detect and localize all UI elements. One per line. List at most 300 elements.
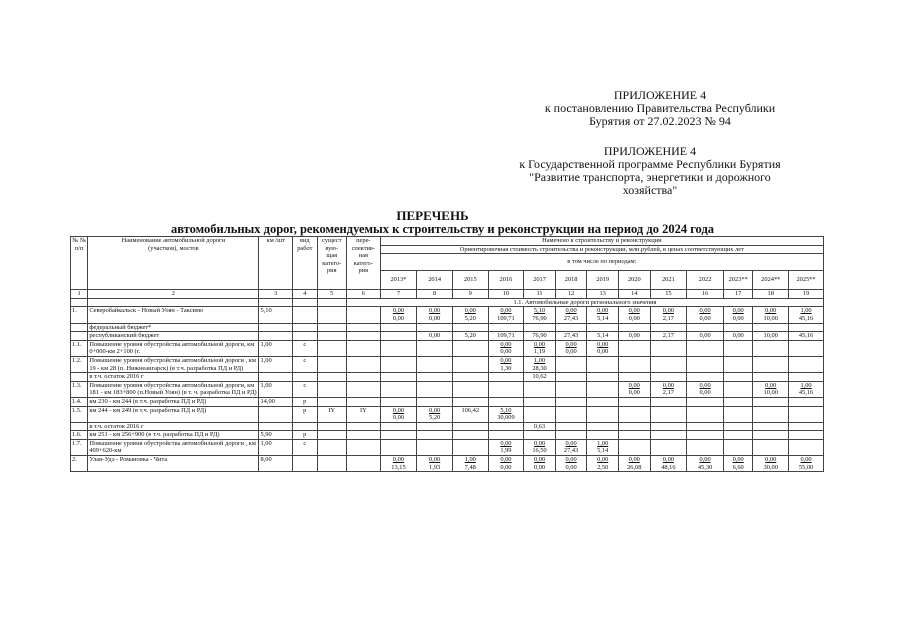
year-value xyxy=(723,439,753,455)
value-top: 1,00 xyxy=(597,439,609,447)
year-value xyxy=(488,406,524,422)
year-value xyxy=(555,323,587,332)
work-type xyxy=(293,332,317,341)
col-header-existing-category: сущест вую- щая катего- рия xyxy=(317,237,347,290)
value-top: 0,00 xyxy=(533,456,546,464)
column-index: 12 xyxy=(555,290,587,299)
value-top: 0,00 xyxy=(565,439,577,447)
year-value xyxy=(380,323,417,332)
table-row xyxy=(71,439,824,455)
value-bottom: 0,00 xyxy=(732,314,744,322)
col-header-cost: Ориентировочная стоимость строительства и реконструкции, млн.рублей, в ценах соответствующих лет xyxy=(380,245,823,254)
prospective-category xyxy=(347,323,381,332)
year-value xyxy=(618,397,650,406)
year-value xyxy=(555,340,587,356)
year-value xyxy=(753,307,789,323)
year-value xyxy=(587,340,619,356)
year-value xyxy=(380,381,417,397)
year-value xyxy=(380,439,417,455)
value-top: 0,00 xyxy=(699,381,711,389)
year-value xyxy=(587,406,619,422)
existing-category xyxy=(317,332,347,341)
road-name: км 251 - км 256+900 (в т.ч. разработка ПД и РД) xyxy=(88,431,259,440)
value-bottom: 13,15 xyxy=(391,463,406,471)
work-type xyxy=(293,373,317,382)
road-name: км 230 - км 244 (в т.ч. разработка ПД и РД) xyxy=(88,397,259,406)
year-value xyxy=(452,373,488,382)
value-bottom: 7,48 xyxy=(464,463,476,471)
value-top: 0,00 xyxy=(597,340,609,348)
year-value xyxy=(555,397,587,406)
table-row xyxy=(71,356,824,372)
year-value xyxy=(618,456,650,472)
roads-table xyxy=(70,236,824,472)
work-type xyxy=(293,456,317,472)
year-value xyxy=(753,406,789,422)
col-header-prospective-category: пере- спектив- ная катего- рия xyxy=(347,237,381,290)
year-value xyxy=(380,397,417,406)
year-value xyxy=(650,307,687,323)
work-type: р xyxy=(293,397,317,406)
road-name: в т.ч. остаток 2016 г xyxy=(88,373,259,382)
table-row xyxy=(71,323,824,332)
value-top: 0,00 xyxy=(597,456,609,464)
year-value xyxy=(524,340,556,356)
year-value: 10,00 xyxy=(753,332,789,341)
year-value xyxy=(488,373,524,382)
value-top: 0,00 xyxy=(732,456,744,464)
prospective-category xyxy=(347,439,381,455)
year-value xyxy=(753,323,789,332)
existing-category xyxy=(317,373,347,382)
year-value xyxy=(524,381,556,397)
program-line3: "Развитие транспорта, энергетики и дорожного xyxy=(529,170,771,184)
value-bottom: 0,00 xyxy=(500,348,512,356)
table-row xyxy=(71,373,824,382)
value-bottom: 28,30 xyxy=(532,364,547,372)
km-value xyxy=(259,422,293,431)
value-top: 0,00 xyxy=(765,307,777,315)
row-number: 1.7. xyxy=(71,439,88,455)
year-value xyxy=(417,381,453,397)
table-row xyxy=(71,307,824,323)
program-line1: ПРИЛОЖЕНИЕ 4 xyxy=(603,144,697,158)
row-number: 1.2. xyxy=(71,356,88,372)
year-value xyxy=(687,397,724,406)
column-index: 2 xyxy=(88,290,259,299)
row-number xyxy=(71,332,88,341)
year-value xyxy=(587,397,619,406)
year-value xyxy=(687,340,724,356)
road-name: Повышение уровня обустройства автомобильной дороги , км 19 - км 28 (п. Нижнеангарск) (в т.ч. разработка ПД и РД) xyxy=(88,356,259,372)
year-value xyxy=(587,356,619,372)
road-name: федеральный бюджет* xyxy=(88,323,259,332)
table-cell xyxy=(88,298,259,307)
km-value: 14,00 xyxy=(259,397,293,406)
year-value xyxy=(687,373,724,382)
year-value xyxy=(650,439,687,455)
value-bottom: 0,00 xyxy=(565,463,577,471)
year-value xyxy=(618,323,650,332)
table-row xyxy=(71,431,824,440)
value-top: 0,00 xyxy=(500,356,512,364)
column-index: 10 xyxy=(488,290,524,299)
km-value xyxy=(259,323,293,332)
year-value xyxy=(555,307,587,323)
year-value xyxy=(417,340,453,356)
year-value xyxy=(452,397,488,406)
year-value xyxy=(789,422,824,431)
value-top: 0,00 xyxy=(765,456,777,464)
year-value xyxy=(789,406,824,422)
column-index: 16 xyxy=(687,290,724,299)
year-value xyxy=(789,431,824,440)
year-value xyxy=(687,381,724,397)
value-bottom: 27,43 xyxy=(563,447,579,455)
row-number: 1.4. xyxy=(71,397,88,406)
existing-category xyxy=(317,323,347,332)
year-value xyxy=(524,431,556,440)
year-value xyxy=(452,422,488,431)
km-value: 8,00 xyxy=(259,456,293,472)
year-value xyxy=(587,307,619,323)
year-header: 2016 xyxy=(488,271,524,290)
value-top: 0,00 xyxy=(628,307,640,315)
year-value xyxy=(723,422,753,431)
year-value xyxy=(687,439,724,455)
value-bottom: 45,16 xyxy=(798,314,814,322)
value-bottom: 106,42 xyxy=(461,406,480,414)
value-bottom: 0,00 xyxy=(628,389,640,397)
km-value: 1,00 xyxy=(259,340,293,356)
row-number: 1.3. xyxy=(71,381,88,397)
km-value xyxy=(259,373,293,382)
km-value xyxy=(259,332,293,341)
column-index: 4 xyxy=(293,290,317,299)
year-value xyxy=(452,456,488,472)
year-value xyxy=(723,406,753,422)
value-bottom: 0,00 xyxy=(533,463,546,471)
row-number xyxy=(71,422,88,431)
year-value xyxy=(587,422,619,431)
road-name: Улан-Удэ - Романовка - Чита xyxy=(88,456,259,472)
value-bottom: 5,20 xyxy=(464,314,476,322)
col-header-num: № № п/п xyxy=(71,237,88,290)
value-top: 0,00 xyxy=(699,307,711,315)
prospective-category xyxy=(347,431,381,440)
year-value xyxy=(488,397,524,406)
value-top: 0,00 xyxy=(597,307,609,315)
existing-category xyxy=(317,340,347,356)
year-header: 2014 xyxy=(417,271,453,290)
year-value xyxy=(417,422,453,431)
year-value xyxy=(753,381,789,397)
column-index: 15 xyxy=(650,290,687,299)
year-value xyxy=(723,431,753,440)
year-value xyxy=(524,406,556,422)
value-top: 0,00 xyxy=(662,307,674,315)
year-value xyxy=(452,307,488,323)
column-index: 9 xyxy=(452,290,488,299)
existing-category xyxy=(317,397,347,406)
year-value xyxy=(417,356,453,372)
work-type: р xyxy=(293,431,317,440)
prospective-category xyxy=(347,381,381,397)
value-bottom: 16,50 xyxy=(532,447,547,455)
year-header: 2022 xyxy=(687,271,724,290)
year-value xyxy=(555,373,587,382)
year-value xyxy=(524,323,556,332)
year-value xyxy=(488,381,524,397)
value-top: 0,00 xyxy=(429,456,441,464)
value-top: 1,00 xyxy=(800,381,812,389)
year-value xyxy=(753,340,789,356)
year-value xyxy=(488,431,524,440)
value-top: 0,00 xyxy=(500,307,512,315)
year-value xyxy=(380,373,417,382)
year-value xyxy=(753,373,789,382)
year-value: 0,00 xyxy=(618,332,650,341)
year-value xyxy=(650,456,687,472)
year-value xyxy=(687,456,724,472)
column-index: 3 xyxy=(259,290,293,299)
year-value xyxy=(723,340,753,356)
value-bottom: 0,00 xyxy=(628,314,640,322)
road-name: в т.ч. остаток 2016 г xyxy=(88,422,259,431)
year-value xyxy=(380,307,417,323)
value-top: 0,00 xyxy=(500,340,512,348)
appendix-header xyxy=(490,89,830,128)
value-bottom: 5,20 xyxy=(429,414,441,422)
section-row xyxy=(71,298,824,307)
value-bottom: 76,90 xyxy=(532,314,547,322)
value-top: 0,00 xyxy=(429,406,441,414)
col-header-km: км /шт xyxy=(259,237,293,290)
year-value xyxy=(555,381,587,397)
value-top: 0,00 xyxy=(628,381,640,389)
prospective-category: IY xyxy=(347,406,381,422)
col-header-name: Наименование автомобильной дороги (участков), мостов xyxy=(88,237,259,290)
year-value xyxy=(687,323,724,332)
road-name: км 244 - км 249 (в т.ч. разработка ПД и РД) xyxy=(88,406,259,422)
value-top: 0,00 xyxy=(765,381,777,389)
year-value xyxy=(618,431,650,440)
year-value xyxy=(488,323,524,332)
appendix-line1: ПРИЛОЖЕНИЕ 4 xyxy=(613,88,707,102)
table-row xyxy=(71,406,824,422)
column-index: 17 xyxy=(723,290,753,299)
value-bottom: 0,00 xyxy=(699,389,711,397)
value-bottom: 1,99 xyxy=(500,447,512,455)
year-header: 2018 xyxy=(555,271,587,290)
year-value xyxy=(452,439,488,455)
value-bottom: 2,50 xyxy=(597,463,609,471)
value-top: 5,10 xyxy=(533,307,546,315)
value-top: 0,00 xyxy=(392,406,405,414)
work-type: с xyxy=(293,439,317,455)
year-value xyxy=(417,323,453,332)
existing-category xyxy=(317,356,347,372)
value-bottom: 45,30 xyxy=(697,463,713,471)
year-value xyxy=(380,431,417,440)
table-cell xyxy=(293,298,317,307)
column-index: 19 xyxy=(789,290,824,299)
value-top: 1,00 xyxy=(800,307,812,315)
year-value xyxy=(753,356,789,372)
year-value: 109,71 xyxy=(488,332,524,341)
road-name: Северобайкальск - Новый Уоян - Таксимо xyxy=(88,307,259,323)
year-value: 45,16 xyxy=(789,332,824,341)
prospective-category xyxy=(347,397,381,406)
work-type: с xyxy=(293,381,317,397)
work-type: с xyxy=(293,356,317,372)
year-value xyxy=(417,397,453,406)
year-value xyxy=(417,373,453,382)
prospective-category xyxy=(347,332,381,341)
year-value xyxy=(650,431,687,440)
appendix-line3: Бурятия от 27.02.2023 № 94 xyxy=(589,114,731,128)
value-bottom: 0,00 xyxy=(392,414,405,422)
year-value xyxy=(650,406,687,422)
year-value: 0,00 xyxy=(723,332,753,341)
existing-category: IY xyxy=(317,406,347,422)
year-value xyxy=(417,406,453,422)
value-top: 0,00 xyxy=(565,340,577,348)
value-bottom: 30,009 xyxy=(497,414,515,422)
row-number: 1.1. xyxy=(71,340,88,356)
work-type: с xyxy=(293,340,317,356)
year-value xyxy=(723,323,753,332)
year-value xyxy=(618,356,650,372)
year-value xyxy=(587,323,619,332)
year-header: 2021 xyxy=(650,271,687,290)
table-row xyxy=(71,397,824,406)
year-value xyxy=(753,456,789,472)
column-index: 18 xyxy=(753,290,789,299)
year-value xyxy=(789,373,824,382)
value-top: 0,00 xyxy=(500,439,512,447)
year-value xyxy=(789,307,824,323)
year-value: 0,00 xyxy=(417,332,453,341)
year-value xyxy=(555,422,587,431)
value-bottom: 30,00 xyxy=(763,463,778,471)
year-value xyxy=(789,456,824,472)
value-bottom: 27,43 xyxy=(563,314,579,322)
year-value: 10,62 xyxy=(524,373,556,382)
value-bottom: 0,00 xyxy=(429,314,441,322)
year-value xyxy=(650,340,687,356)
existing-category xyxy=(317,456,347,472)
year-value xyxy=(555,431,587,440)
value-bottom: 109,71 xyxy=(497,314,515,322)
year-header: 2017 xyxy=(524,271,556,290)
existing-category xyxy=(317,431,347,440)
year-value xyxy=(753,439,789,455)
year-value xyxy=(618,340,650,356)
year-value xyxy=(380,356,417,372)
prospective-category xyxy=(347,373,381,382)
year-value xyxy=(380,456,417,472)
year-value xyxy=(789,381,824,397)
year-value xyxy=(650,422,687,431)
year-value xyxy=(452,323,488,332)
year-value xyxy=(380,406,417,422)
existing-category xyxy=(317,422,347,431)
year-value xyxy=(789,397,824,406)
work-type xyxy=(293,422,317,431)
year-value xyxy=(723,307,753,323)
year-value xyxy=(555,439,587,455)
value-top: 0,00 xyxy=(662,456,674,464)
prospective-category xyxy=(347,422,381,431)
column-index: 11 xyxy=(524,290,556,299)
year-value xyxy=(650,381,687,397)
prospective-category xyxy=(347,307,381,323)
year-value xyxy=(618,373,650,382)
year-value xyxy=(723,373,753,382)
column-index: 5 xyxy=(317,290,347,299)
year-value xyxy=(452,406,488,422)
value-top: 1,00 xyxy=(533,356,546,364)
value-bottom: 5,14 xyxy=(597,314,609,322)
km-value xyxy=(259,406,293,422)
value-top: 0,00 xyxy=(699,456,711,464)
year-value xyxy=(380,332,417,341)
existing-category xyxy=(317,381,347,397)
year-value xyxy=(524,456,556,472)
value-bottom: 2,17 xyxy=(662,314,674,322)
title-line2: автомобильных дорог, рекомендуемых к строительству и реконструкции на период до 2024 года xyxy=(170,222,715,236)
year-value xyxy=(488,422,524,431)
prospective-category xyxy=(347,356,381,372)
table-row xyxy=(71,332,824,341)
row-number: 1. xyxy=(71,307,88,323)
value-bottom: 26,08 xyxy=(627,463,642,471)
column-index: 1 xyxy=(71,290,88,299)
row-number: 1.6. xyxy=(71,431,88,440)
value-top: 0,00 xyxy=(533,340,546,348)
value-top: 0,00 xyxy=(533,439,546,447)
work-type: р xyxy=(293,406,317,422)
value-bottom: 10,00 xyxy=(763,314,778,322)
year-value xyxy=(618,439,650,455)
year-value xyxy=(618,307,650,323)
year-value xyxy=(417,456,453,472)
table-header-row xyxy=(71,237,824,246)
year-value xyxy=(650,323,687,332)
km-value: 5,90 xyxy=(259,431,293,440)
value-bottom: 2,17 xyxy=(662,389,674,397)
year-value xyxy=(555,456,587,472)
column-index: 7 xyxy=(380,290,417,299)
document-title xyxy=(0,209,905,236)
value-top: 0,00 xyxy=(500,456,512,464)
value-bottom: 10,00 xyxy=(763,389,778,397)
year-value xyxy=(417,439,453,455)
year-value xyxy=(417,431,453,440)
year-value xyxy=(753,397,789,406)
year-value xyxy=(417,307,453,323)
year-value: 0,63 xyxy=(524,422,556,431)
year-value xyxy=(488,340,524,356)
year-value: 27,43 xyxy=(555,332,587,341)
row-number: 2. xyxy=(71,456,88,472)
value-bottom: 1,30 xyxy=(500,364,512,372)
year-value xyxy=(789,439,824,455)
year-value xyxy=(687,406,724,422)
year-value: 76,90 xyxy=(524,332,556,341)
year-value xyxy=(618,422,650,431)
